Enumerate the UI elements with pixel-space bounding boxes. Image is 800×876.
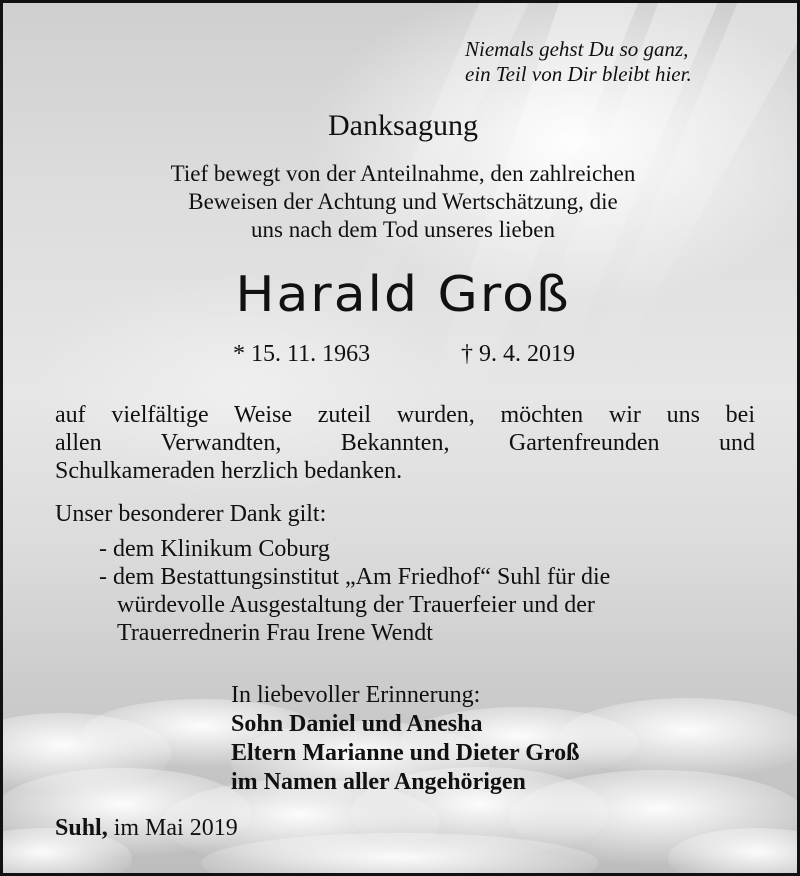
date: im Mai 2019 [113,815,238,841]
thanks-paragraph [55,401,755,485]
birth-date: * 15. 11. 1963 [233,341,371,367]
intro-line-2: Beweisen der Achtung und Wertschätzung, die [188,189,618,214]
poem-line-1: Niemals gehst Du so ganz, [465,37,689,61]
list-item-continuation: würdevolle Ausgestaltung der Trauerfeier und der [117,592,595,618]
memory-intro: In liebevoller Erinnerung: [231,682,481,708]
signer-line-2: Eltern Marianne und Dieter Groß [231,740,580,766]
body-line-3: Schulkameraden herzlich bedanken. [55,458,403,484]
death-date: † 9. 4. 2019 [461,341,575,367]
poem-quote [465,37,745,87]
special-thanks-heading: Unser besonderer Dank gilt: [55,501,327,527]
signer-line-1: Sohn Daniel und Anesha [231,711,483,737]
signer-line-3: im Namen aller Angehörigen [231,769,526,795]
deceased-name: Harald Groß [235,266,571,324]
list-item-continuation: Trauerrednerin Frau Irene Wendt [117,620,433,646]
intro-line-1: Tief bewegt von der Anteilnahme, den zahlreichen [170,161,636,186]
body-line-2: allen Verwandten, Bekannten, Gartenfreunden und [55,430,755,456]
special-thanks-list [99,535,610,647]
place: Suhl, [55,815,108,841]
intro-line-3: uns nach dem Tod unseres lieben [251,217,555,242]
intro-text [3,160,800,244]
place-date [55,815,238,842]
list-item: - dem Bestattungsinstitut „Am Friedhof“ Suhl für die [99,564,611,590]
notice-title: Danksagung [328,109,478,142]
body-line-1: auf vielfältige Weise zuteil wurden, möchten wir uns bei [55,402,755,428]
signature-block [231,681,579,797]
poem-line-2: ein Teil von Dir bleibt hier. [465,62,692,86]
list-item: - dem Klinikum Coburg [99,536,330,562]
